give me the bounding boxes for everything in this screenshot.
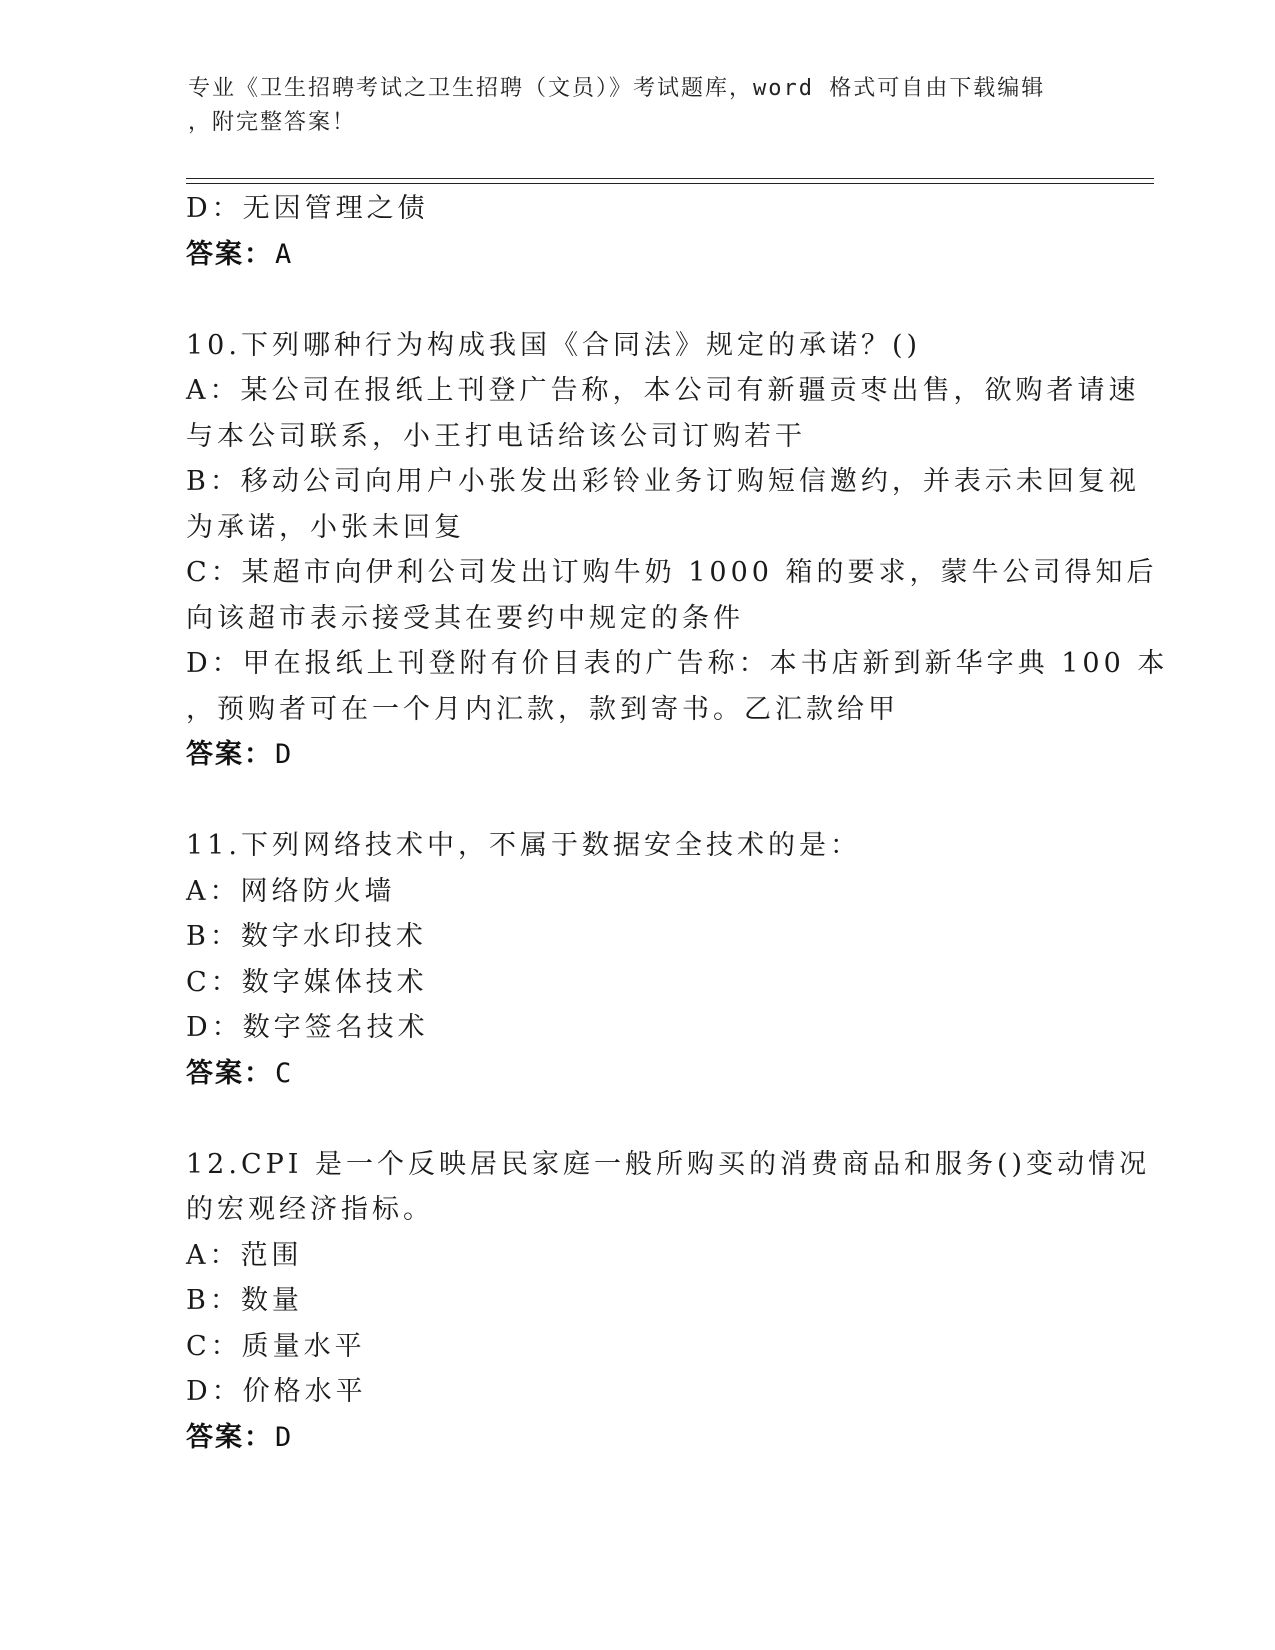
header-divider-top (186, 178, 1154, 179)
option-line: A：范围 (186, 1239, 303, 1271)
header-line-2: ，附完整答案！ (188, 110, 357, 135)
option-line: 向该超市表示接受其在要约中规定的条件 (186, 602, 744, 634)
header-divider-bottom (186, 183, 1154, 184)
option-line: C：数字媒体技术 (186, 966, 428, 998)
question-list (186, 323, 1169, 1461)
header-line-1: 专业《卫生招聘考试之卫生招聘（文员）》考试题库，word 格式可自由下载编辑 (188, 76, 1046, 101)
answer-value: A (275, 238, 294, 270)
prev-answer (186, 232, 1086, 278)
option-line: C：质量水平 (186, 1330, 366, 1362)
answer-label: 答案： (186, 238, 273, 270)
question-stem: 11.下列网络技术中，不属于数据安全技术的是： (186, 830, 861, 861)
question-stem: 12.CPI 是一个反映居民家庭一般所购买的消费商品和服务()变动情况 (186, 1148, 1151, 1180)
question-stem: 的宏观经济指标。 (186, 1194, 434, 1225)
option-line: D：数字签名技术 (186, 1012, 429, 1043)
question-content (186, 186, 1169, 1460)
question-block (186, 823, 1086, 1142)
option-line: 为承诺，小张未回复 (186, 511, 465, 543)
answer-value: D (275, 1421, 294, 1453)
option-line: B：移动公司向用户小张发出彩铃业务订购短信邀约，并表示未回复视 (186, 466, 1140, 497)
option-line: ，预购者可在一个月内汇款，款到寄书。乙汇款给甲 (186, 693, 899, 725)
answer-label: 答案： (186, 1421, 273, 1453)
page-header (188, 72, 1068, 140)
answer-value: D (275, 739, 294, 770)
answer-label: 答案： (186, 739, 273, 770)
option-line: B：数量 (186, 1285, 303, 1316)
option-line: A：某公司在报纸上刊登广告称，本公司有新疆贡枣出售，欲购者请速 (186, 375, 1140, 406)
answer-label: 答案： (186, 1057, 273, 1089)
option-line: D：价格水平 (186, 1376, 367, 1407)
question-block (186, 323, 1169, 824)
answer (186, 1051, 1086, 1097)
option-line: B：数字水印技术 (186, 921, 427, 952)
prev-option-d: D：无因管理之债 (186, 193, 429, 224)
option-line: D：甲在报纸上刊登附有价目表的广告称：本书店新到新华字典 100 本 (186, 648, 1169, 679)
question-block (186, 1142, 1151, 1461)
answer (186, 732, 1086, 778)
question-stem: 10.下列哪种行为构成我国《合同法》规定的承诺？() (186, 329, 922, 361)
option-line: 与本公司联系，小王打电话给该公司订购若干 (186, 420, 806, 452)
answer-value: C (275, 1057, 294, 1089)
option-line: A：网络防火墙 (186, 875, 396, 907)
option-line: C：某超市向伊利公司发出订购牛奶 1000 箱的要求，蒙牛公司得知后 (186, 557, 1158, 588)
answer (186, 1415, 1086, 1461)
